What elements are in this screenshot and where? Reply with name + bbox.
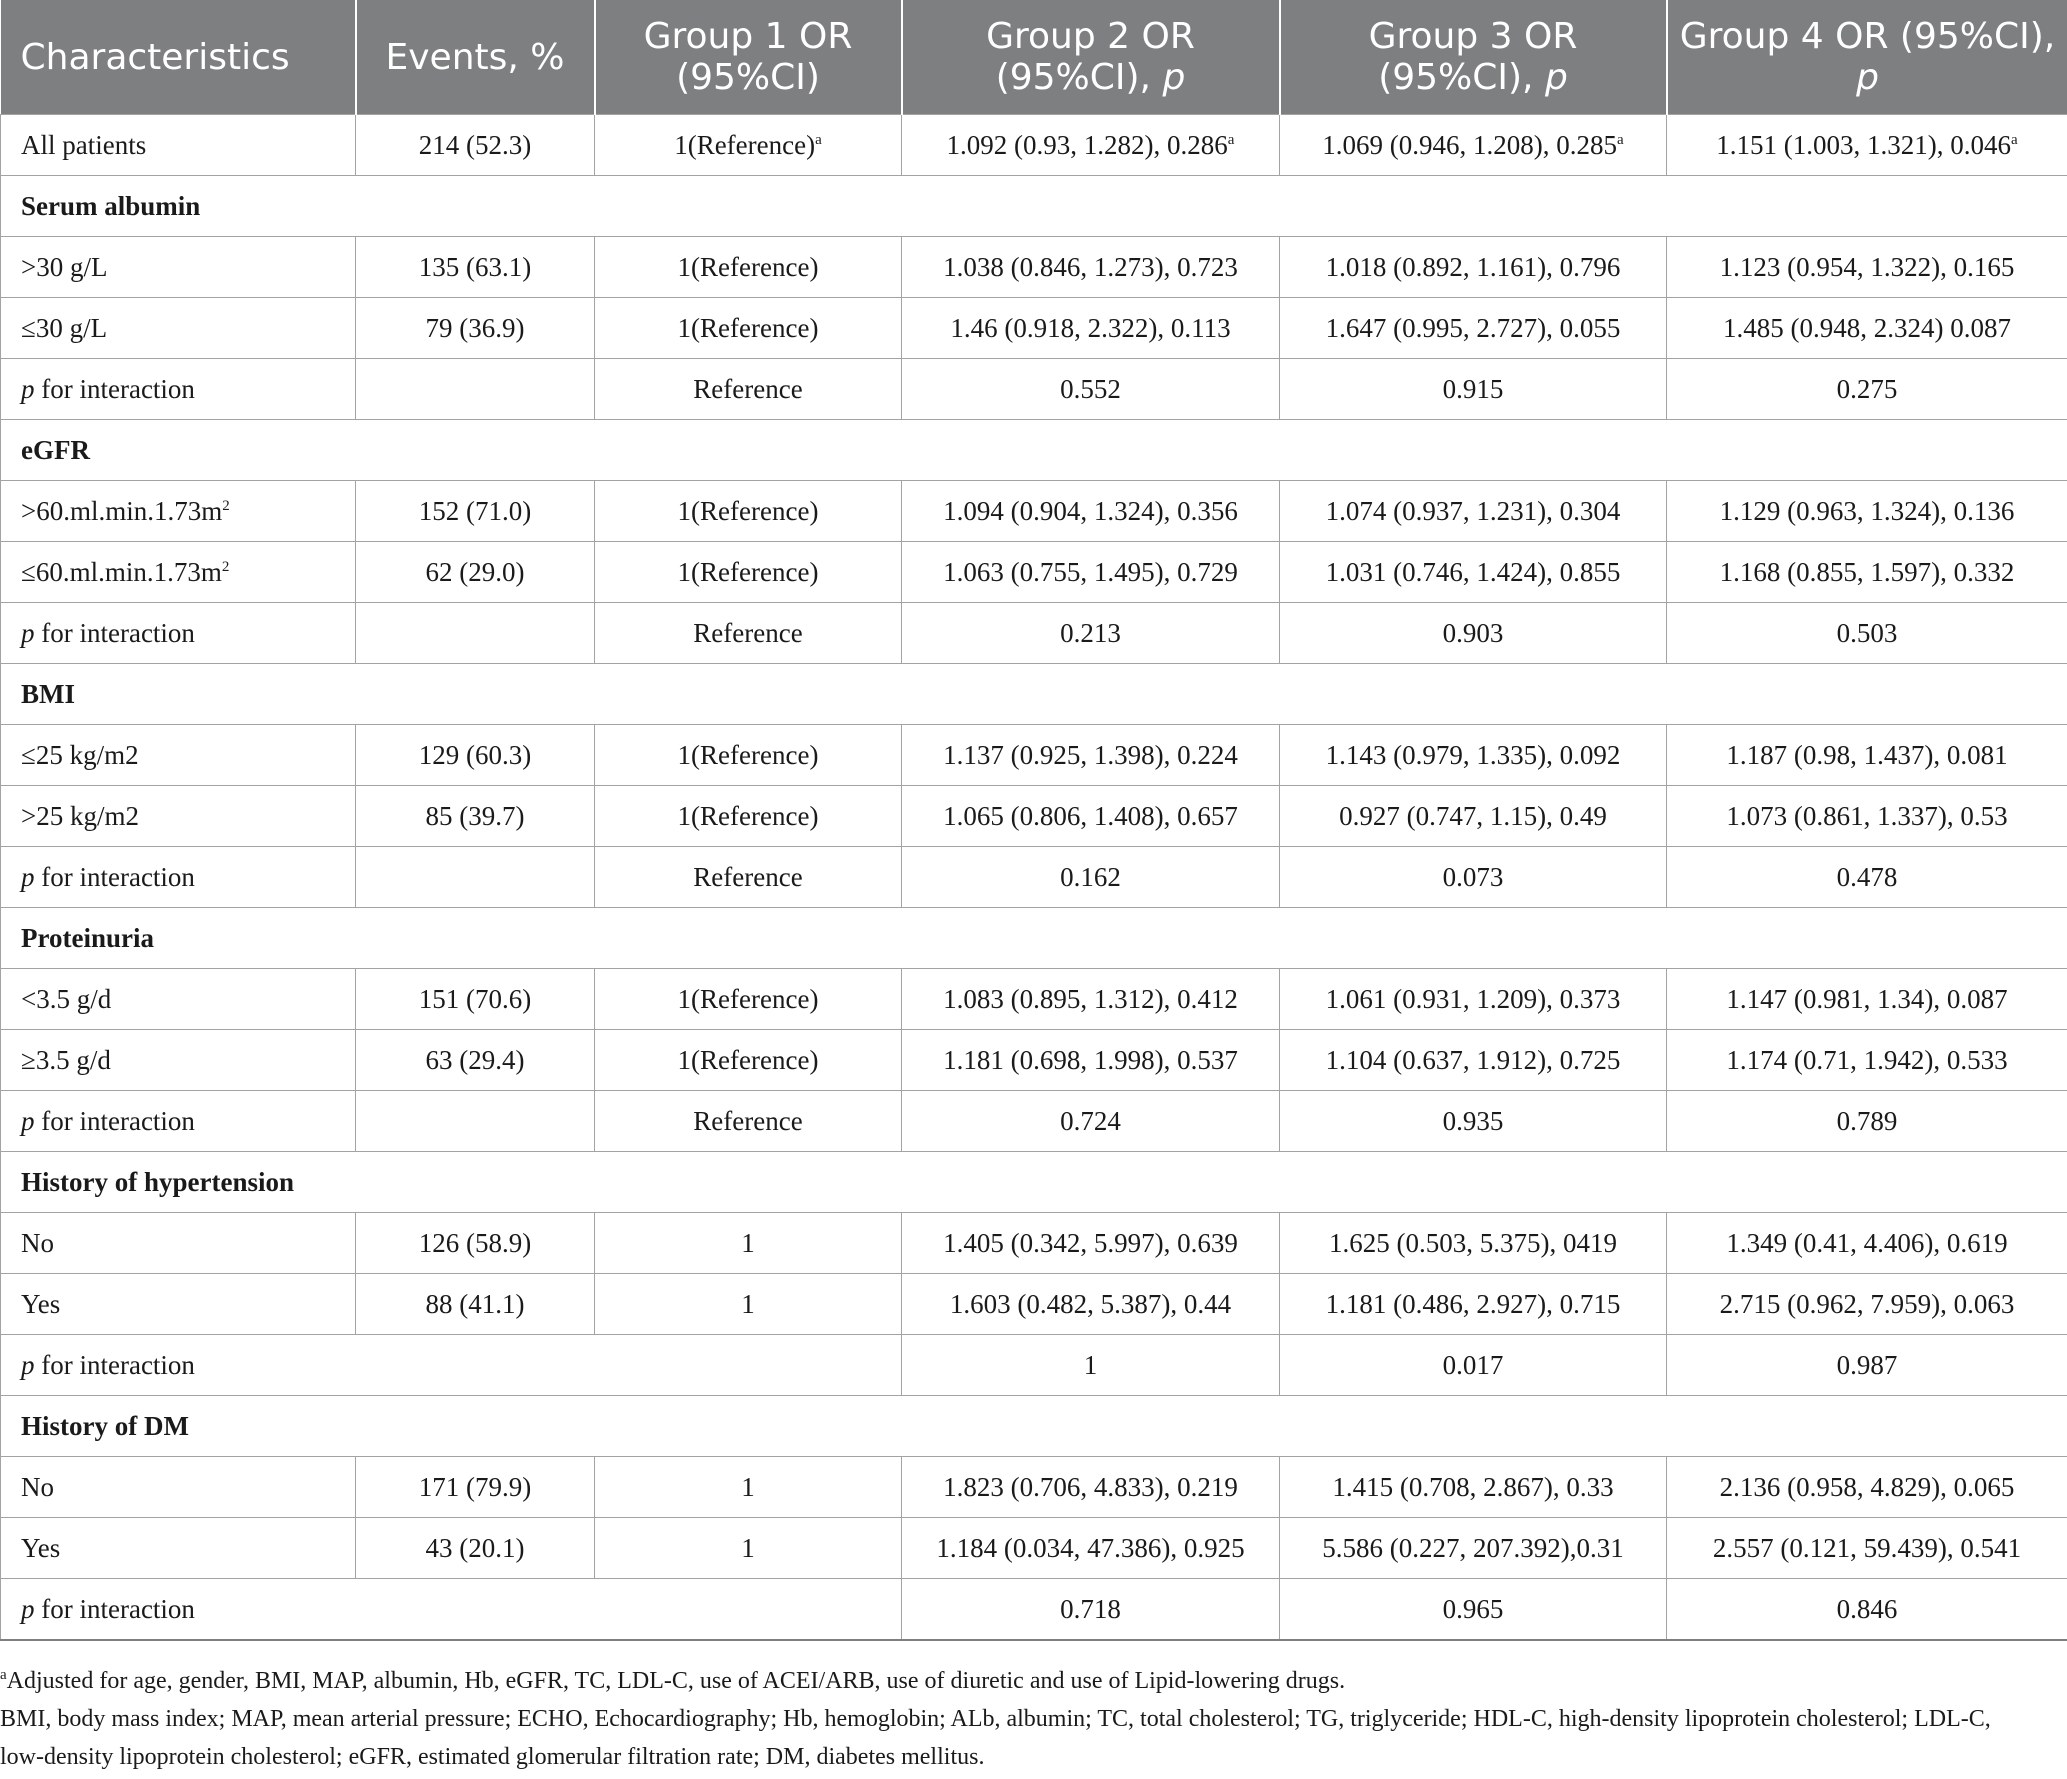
table-cell <box>1280 603 1667 664</box>
cell-text: 1.065 (0.806, 1.408), 0.657 <box>943 800 1238 831</box>
table-cell <box>1280 969 1667 1030</box>
table-cell <box>1280 786 1667 847</box>
table-cell <box>1667 847 2067 908</box>
column-header-text: Group 1 OR (95%CI) <box>643 16 853 98</box>
table-cell <box>1 786 356 847</box>
column-header <box>1667 0 2067 115</box>
table-cell <box>902 1213 1280 1274</box>
cell-text: 126 (58.9) <box>418 1227 532 1258</box>
cell-text: 152 (71.0) <box>418 495 532 526</box>
cell-text: 1.094 (0.904, 1.324), 0.356 <box>943 495 1238 526</box>
cell-text: 214 (52.3) <box>418 129 532 160</box>
cell-text: 1.46 (0.918, 2.322), 0.113 <box>950 312 1231 343</box>
cell-text: 1.187 (0.98, 1.437), 0.081 <box>1726 739 2008 770</box>
cell-text: 0.162 <box>1060 861 1121 892</box>
superscript: a <box>1617 131 1624 148</box>
table-cell <box>1280 1213 1667 1274</box>
table-cell <box>1280 298 1667 359</box>
table-cell <box>902 1335 1280 1396</box>
cell-text: 129 (60.3) <box>418 739 532 770</box>
cell-text: 151 (70.6) <box>418 983 532 1014</box>
table-cell <box>902 603 1280 664</box>
table-cell <box>595 847 902 908</box>
table-cell <box>1 1030 356 1091</box>
table-cell <box>1280 115 1667 176</box>
cell-text: Reference <box>693 617 803 648</box>
table-row <box>1 359 2067 420</box>
table-row <box>1 237 2067 298</box>
table-cell <box>595 969 902 1030</box>
table-cell <box>1667 1335 2067 1396</box>
table-cell <box>1 1213 356 1274</box>
cell-text: ≤30 g/L <box>21 312 108 343</box>
table-cell <box>1280 1457 1667 1518</box>
cell-text: 0.915 <box>1442 373 1504 404</box>
cell-text: 1.625 (0.503, 5.375), 0419 <box>1329 1227 1617 1258</box>
cell-text: 1.038 (0.846, 1.273), 0.723 <box>943 251 1238 282</box>
superscript: a <box>2011 131 2018 148</box>
cell-text: >30 g/L <box>21 251 108 282</box>
superscript: 2 <box>222 497 230 514</box>
section-label: History of hypertension <box>1 1152 2067 1213</box>
table-cell <box>902 298 1280 359</box>
table-row <box>1 1518 2067 1579</box>
cell-text: 0.987 <box>1836 1349 1898 1380</box>
table-cell <box>902 1518 1280 1579</box>
cell-text: >25 kg/m2 <box>21 800 139 831</box>
table-cell <box>1667 725 2067 786</box>
section-row <box>1 176 2067 237</box>
table-cell <box>1 115 356 176</box>
cell-text: ≤25 kg/m2 <box>21 739 139 770</box>
table-cell <box>595 481 902 542</box>
table-row <box>1 481 2067 542</box>
cell-text: for interaction <box>34 1105 195 1136</box>
cell-text: 2.715 (0.962, 7.959), 0.063 <box>1719 1288 2015 1319</box>
table-row <box>1 542 2067 603</box>
footnote-adjustment <box>0 1662 2060 1700</box>
footnotes <box>0 1662 2060 1776</box>
p-symbol: p <box>21 373 35 404</box>
table-cell <box>1280 1091 1667 1152</box>
cell-text: 0.073 <box>1442 861 1504 892</box>
table-cell <box>1 847 356 908</box>
cell-text: 2.557 (0.121, 59.439), 0.541 <box>1712 1532 2022 1563</box>
table-cell <box>1 359 356 420</box>
cell-text: 1 <box>741 1288 755 1319</box>
cell-text: 85 (39.7) <box>425 800 525 831</box>
table-body <box>1 115 2067 1641</box>
table-row <box>1 1457 2067 1518</box>
section-row <box>1 1152 2067 1213</box>
cell-text: 0.789 <box>1836 1105 1898 1136</box>
section-row <box>1 420 2067 481</box>
table-cell <box>356 237 595 298</box>
cell-text: 0.927 (0.747, 1.15), 0.49 <box>1339 800 1607 831</box>
table-cell <box>356 969 595 1030</box>
table-cell <box>902 1579 1280 1641</box>
cell-text: 1.647 (0.995, 2.727), 0.055 <box>1325 312 1621 343</box>
table-cell <box>356 359 595 420</box>
interaction-row <box>1 1579 2067 1641</box>
table-cell <box>1280 481 1667 542</box>
column-header-text: Group 2 OR (95%CI), <box>986 16 1195 98</box>
table-cell <box>1280 1274 1667 1335</box>
cell-text: <3.5 g/d <box>21 983 112 1014</box>
footnote-abbreviations: BMI, body mass index; MAP, mean arterial pressure; ECHO, Echocardiography; Hb, hemoglobin; ALb, albumin; TC, total cholesterol; TG, triglyceride; HDL-C, high-density lipoprotein cholesterol; LDL-C, low-density lipoprotein cholesterol; eGFR, estimated glomerular filtration rate; DM, diabetes mellitus. <box>0 1706 1991 1770</box>
cell-text: for interaction <box>34 1593 195 1624</box>
cell-text: 1.018 (0.892, 1.161), 0.796 <box>1325 251 1621 282</box>
table-row <box>1 847 2067 908</box>
cell-text: 1.061 (0.931, 1.209), 0.373 <box>1325 983 1621 1014</box>
cell-text: 43 (20.1) <box>425 1532 525 1563</box>
cell-text: 1.151 (1.003, 1.321), 0.046 <box>1716 129 2012 160</box>
column-header-p: p <box>1544 57 1568 98</box>
cell-text: 1 <box>741 1471 755 1502</box>
table-cell <box>595 1518 902 1579</box>
cell-text: 5.586 (0.227, 207.392),0.31 <box>1322 1532 1624 1563</box>
cell-text: 1.147 (0.981, 1.34), 0.087 <box>1726 983 2008 1014</box>
table-cell <box>356 786 595 847</box>
table-cell <box>1667 1518 2067 1579</box>
table-cell <box>1 542 356 603</box>
cell-text: All patients <box>21 129 147 160</box>
cell-text: 1(Reference) <box>677 556 819 587</box>
cell-text: 1.823 (0.706, 4.833), 0.219 <box>943 1471 1238 1502</box>
superscript: 2 <box>221 558 230 575</box>
table-cell <box>1667 115 2067 176</box>
table-cell <box>1667 237 2067 298</box>
column-header <box>1280 0 1667 115</box>
table-cell <box>1280 847 1667 908</box>
cell-text: 1.143 (0.979, 1.335), 0.092 <box>1325 739 1621 770</box>
cell-text: >60.ml.min.1.73m <box>21 495 223 526</box>
cell-text: 1.073 (0.861, 1.337), 0.53 <box>1726 800 2008 831</box>
cell-text: 1.181 (0.486, 2.927), 0.715 <box>1325 1288 1621 1319</box>
cell-text: 1.092 (0.93, 1.282), 0.286 <box>946 129 1228 160</box>
table-cell <box>356 542 595 603</box>
footnote-marker: a <box>0 1667 7 1683</box>
cell-text: 0.903 <box>1442 617 1504 648</box>
cell-text: 1(Reference) <box>677 739 819 770</box>
column-header-text: Group 3 OR (95%CI), <box>1368 16 1578 98</box>
interaction-row <box>1 1335 2067 1396</box>
cell-text: 0.965 <box>1442 1593 1504 1624</box>
table-cell <box>1 603 356 664</box>
table-cell <box>595 115 902 176</box>
cell-text: 1.485 (0.948, 2.324) 0.087 <box>1723 312 2011 343</box>
cell-text: 1 <box>741 1532 755 1563</box>
table-cell <box>902 115 1280 176</box>
section-label: eGFR <box>1 420 2067 481</box>
table-cell <box>1667 603 2067 664</box>
table-cell <box>595 1457 902 1518</box>
column-header-text: Characteristics <box>20 36 290 78</box>
table-cell <box>1 298 356 359</box>
cell-text: 1.104 (0.637, 1.912), 0.725 <box>1325 1044 1621 1075</box>
cell-text: 1 <box>1083 1349 1098 1380</box>
table-cell <box>1667 359 2067 420</box>
cell-text: 1.184 (0.034, 47.386), 0.925 <box>936 1532 1245 1563</box>
cell-text: 1.069 (0.946, 1.208), 0.285 <box>1322 129 1618 160</box>
column-header <box>356 0 595 115</box>
table-cell <box>595 1091 902 1152</box>
cell-text: for interaction <box>34 1349 195 1380</box>
table-cell <box>356 847 595 908</box>
table-cell <box>1667 481 2067 542</box>
table-cell <box>902 359 1280 420</box>
section-row <box>1 664 2067 725</box>
table-cell <box>1667 298 2067 359</box>
cell-text: 171 (79.9) <box>418 1471 532 1502</box>
p-symbol: p <box>21 861 35 892</box>
table-cell <box>902 1030 1280 1091</box>
cell-text: 79 (36.9) <box>425 312 525 343</box>
table-cell <box>356 1091 595 1152</box>
p-symbol: p <box>21 1105 35 1136</box>
table-cell <box>356 1274 595 1335</box>
header-row <box>1 0 2067 115</box>
table-cell <box>1280 1579 1667 1641</box>
table-cell <box>595 1274 902 1335</box>
cell-text: 1.603 (0.482, 5.387), 0.44 <box>949 1288 1232 1319</box>
cell-text: 88 (41.1) <box>425 1288 525 1319</box>
cell-text: 0.935 <box>1442 1105 1504 1136</box>
table-row <box>1 1274 2067 1335</box>
table-cell <box>1 1274 356 1335</box>
table-row <box>1 725 2067 786</box>
superscript: a <box>1227 131 1235 148</box>
table-cell <box>1 725 356 786</box>
table-cell <box>902 969 1280 1030</box>
table-cell <box>1 1457 356 1518</box>
table-cell <box>1 481 356 542</box>
cell-text: 1.074 (0.937, 1.231), 0.304 <box>1325 495 1621 526</box>
table-header <box>1 0 2067 115</box>
table-cell <box>902 1457 1280 1518</box>
p-symbol: p <box>21 617 35 648</box>
table-cell <box>1280 1335 1667 1396</box>
superscript: a <box>815 131 822 148</box>
table-cell <box>1667 1091 2067 1152</box>
column-header <box>1 0 356 115</box>
cell-text: 1(Reference) <box>677 251 819 282</box>
column-header-text: Group 4 OR (95%CI), <box>1679 16 2056 57</box>
cell-text: 1.181 (0.698, 1.998), 0.537 <box>943 1044 1238 1075</box>
cell-text: 1.083 (0.895, 1.312), 0.412 <box>943 983 1238 1014</box>
table-cell <box>902 1274 1280 1335</box>
cell-text: 1(Reference) <box>677 495 819 526</box>
cell-text: for interaction <box>34 861 195 892</box>
table-row <box>1 1213 2067 1274</box>
cell-text: ≤60.ml.min.1.73m <box>21 556 222 587</box>
cell-text: 1.137 (0.925, 1.398), 0.224 <box>943 739 1238 770</box>
table-cell <box>356 603 595 664</box>
section-row <box>1 1396 2067 1457</box>
table-cell <box>595 237 902 298</box>
table-cell <box>356 1457 595 1518</box>
table-cell <box>902 847 1280 908</box>
cell-text: Yes <box>21 1288 61 1319</box>
cell-text: 135 (63.1) <box>418 251 532 282</box>
table-cell <box>1 1518 356 1579</box>
table-cell <box>1280 359 1667 420</box>
table-row <box>1 969 2067 1030</box>
cell-text: 0.503 <box>1836 617 1898 648</box>
cell-text: 1.168 (0.855, 1.597), 0.332 <box>1719 556 2015 587</box>
table-cell <box>1 969 356 1030</box>
cell-text: 1(Reference) <box>674 129 816 160</box>
table-cell <box>595 786 902 847</box>
cell-text: 1.174 (0.71, 1.942), 0.533 <box>1726 1044 2008 1075</box>
section-row <box>1 908 2067 969</box>
footnote-adjustment-text: Adjusted for age, gender, BMI, MAP, albumin, Hb, eGFR, TC, LDL-C, use of ACEI/ARB, use of diuretic and use of Lipid-lowering drugs. <box>6 1668 1346 1694</box>
table-cell <box>1280 237 1667 298</box>
table-cell <box>902 725 1280 786</box>
cell-text: 1(Reference) <box>677 1044 819 1075</box>
cell-text: 0.724 <box>1060 1105 1121 1136</box>
table-cell <box>356 115 595 176</box>
table-cell <box>1280 542 1667 603</box>
table-cell <box>595 298 902 359</box>
cell-text: 2.136 (0.958, 4.829), 0.065 <box>1719 1471 2015 1502</box>
column-header-p: p <box>1856 57 1879 98</box>
section-label: Proteinuria <box>1 908 2067 969</box>
cell-text: 1(Reference) <box>677 800 819 831</box>
cell-text: 62 (29.0) <box>425 556 525 587</box>
cell-text: Reference <box>693 1105 803 1136</box>
column-header-text: Events, % <box>385 36 565 78</box>
section-label: BMI <box>1 664 2067 725</box>
cell-text: 0.213 <box>1060 617 1121 648</box>
cell-text: 0.275 <box>1836 373 1898 404</box>
cell-text: 0.478 <box>1836 861 1898 892</box>
cell-text: 1.129 (0.963, 1.324), 0.136 <box>1719 495 2015 526</box>
table-cell <box>902 786 1280 847</box>
table-cell <box>356 1213 595 1274</box>
cell-text: 1(Reference) <box>677 312 819 343</box>
table-cell <box>1 237 356 298</box>
table-cell <box>356 1030 595 1091</box>
table-row <box>1 603 2067 664</box>
table-cell <box>1667 1579 2067 1641</box>
cell-text: 0.846 <box>1836 1593 1898 1624</box>
cell-text: No <box>21 1227 54 1258</box>
table-cell <box>595 359 902 420</box>
table-cell <box>1 1091 356 1152</box>
table-cell <box>1667 1274 2067 1335</box>
cell-text: 63 (29.4) <box>425 1044 525 1075</box>
cell-text: Reference <box>693 373 803 404</box>
cell-text: 1 <box>741 1227 755 1258</box>
table-cell <box>902 542 1280 603</box>
cell-text: 0.552 <box>1060 373 1121 404</box>
cell-text: Yes <box>21 1532 61 1563</box>
p-symbol: p <box>21 1593 35 1624</box>
column-header <box>902 0 1280 115</box>
table-row <box>1 786 2067 847</box>
cell-text: 1.405 (0.342, 5.997), 0.639 <box>943 1227 1238 1258</box>
table-cell <box>595 1213 902 1274</box>
table-cell <box>356 725 595 786</box>
table-cell <box>902 481 1280 542</box>
table-cell <box>356 298 595 359</box>
cell-text: 1(Reference) <box>677 983 819 1014</box>
cell-text: ≥3.5 g/d <box>21 1044 111 1075</box>
table-cell <box>1280 1518 1667 1579</box>
cell-text: for interaction <box>34 617 195 648</box>
p-symbol: p <box>21 1349 35 1380</box>
table-row <box>1 1091 2067 1152</box>
cell-text: 1.031 (0.746, 1.424), 0.855 <box>1325 556 1621 587</box>
cell-text: 1.123 (0.954, 1.322), 0.165 <box>1719 251 2015 282</box>
table-cell <box>356 481 595 542</box>
table-cell <box>902 237 1280 298</box>
table-row <box>1 115 2067 176</box>
table-cell <box>1280 725 1667 786</box>
column-header <box>595 0 902 115</box>
section-label: Serum albumin <box>1 176 2067 237</box>
column-header-p: p <box>1162 57 1186 98</box>
section-label: History of DM <box>1 1396 2067 1457</box>
table-cell <box>1 1335 902 1396</box>
table-cell <box>1667 969 2067 1030</box>
table-row <box>1 1030 2067 1091</box>
cell-text: 1.415 (0.708, 2.867), 0.33 <box>1332 1471 1614 1502</box>
table-cell <box>1667 1457 2067 1518</box>
cell-text: 0.017 <box>1442 1349 1504 1380</box>
table-cell <box>1667 1213 2067 1274</box>
table-cell <box>595 725 902 786</box>
table-cell <box>595 1030 902 1091</box>
table-cell <box>595 603 902 664</box>
table-cell <box>595 542 902 603</box>
cell-text: No <box>21 1471 54 1502</box>
cell-text: 1.349 (0.41, 4.406), 0.619 <box>1726 1227 2008 1258</box>
table-row <box>1 298 2067 359</box>
cell-text: 0.718 <box>1060 1593 1121 1624</box>
cell-text: for interaction <box>34 373 195 404</box>
table-cell <box>902 1091 1280 1152</box>
table-cell <box>1667 1030 2067 1091</box>
table-cell <box>1667 542 2067 603</box>
table-cell <box>1 1579 902 1641</box>
table-cell <box>1280 1030 1667 1091</box>
cell-text: Reference <box>693 861 803 892</box>
table-cell <box>1667 786 2067 847</box>
table-cell <box>356 1518 595 1579</box>
cell-text: 1.063 (0.755, 1.495), 0.729 <box>943 556 1238 587</box>
